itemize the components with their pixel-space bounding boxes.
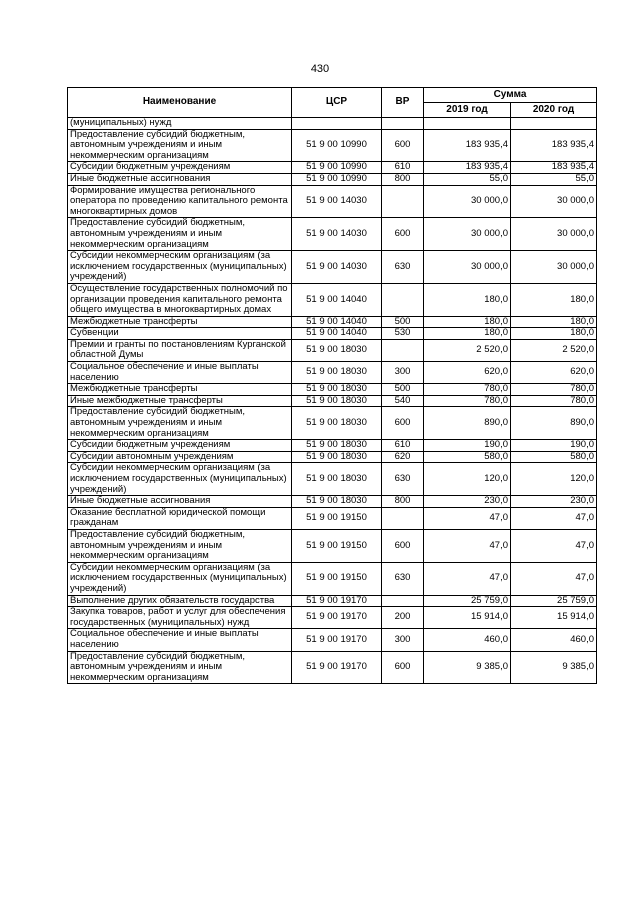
table-row <box>68 651 597 684</box>
cell-csr <box>292 118 382 130</box>
cell-name: Социальное обеспечение и иные выплаты населению <box>68 629 292 651</box>
cell-name: Субсидии бюджетным учреждениям <box>68 162 292 174</box>
cell-csr: 51 9 00 19150 <box>292 562 382 595</box>
cell-2019: 47,0 <box>424 562 511 595</box>
cell-2020: 190,0 <box>511 440 597 452</box>
cell-vr: 540 <box>382 395 424 407</box>
cell-2020: 180,0 <box>511 328 597 340</box>
cell-2020: 15 914,0 <box>511 607 597 629</box>
cell-2020: 2 520,0 <box>511 339 597 361</box>
table-row <box>68 629 597 651</box>
cell-2020: 183 935,4 <box>511 162 597 174</box>
cell-2019 <box>424 118 511 130</box>
cell-csr: 51 9 00 19170 <box>292 651 382 684</box>
cell-2019: 47,0 <box>424 529 511 562</box>
cell-2020: 183 935,4 <box>511 129 597 162</box>
cell-2019: 620,0 <box>424 362 511 384</box>
table-row <box>68 395 597 407</box>
cell-vr: 600 <box>382 407 424 440</box>
cell-2019: 580,0 <box>424 451 511 463</box>
cell-vr: 630 <box>382 562 424 595</box>
cell-name: Предоставление субсидий бюджетным, автономным учреждениям и иным некоммерческим организациям <box>68 651 292 684</box>
cell-2020: 180,0 <box>511 316 597 328</box>
cell-2019: 230,0 <box>424 496 511 508</box>
cell-2020: 620,0 <box>511 362 597 384</box>
cell-name: Иные бюджетные ассигнования <box>68 496 292 508</box>
cell-vr: 530 <box>382 328 424 340</box>
cell-2019: 183 935,4 <box>424 129 511 162</box>
cell-csr: 51 9 00 18030 <box>292 496 382 508</box>
cell-vr: 600 <box>382 129 424 162</box>
cell-name: Субвенции <box>68 328 292 340</box>
cell-2020: 120,0 <box>511 463 597 496</box>
cell-vr <box>382 118 424 130</box>
table-row <box>68 251 597 284</box>
cell-vr: 630 <box>382 251 424 284</box>
cell-2020: 47,0 <box>511 529 597 562</box>
cell-2019: 190,0 <box>424 440 511 452</box>
cell-2019: 180,0 <box>424 328 511 340</box>
cell-name: Закупка товаров, работ и услуг для обеспечения государственных (муниципальных) нужд <box>68 607 292 629</box>
cell-csr: 51 9 00 18030 <box>292 339 382 361</box>
cell-2019: 890,0 <box>424 407 511 440</box>
table-row <box>68 562 597 595</box>
cell-2019: 25 759,0 <box>424 595 511 607</box>
cell-name: (муниципальных) нужд <box>68 118 292 130</box>
cell-2020: 580,0 <box>511 451 597 463</box>
cell-csr: 51 9 00 10990 <box>292 129 382 162</box>
cell-csr: 51 9 00 10990 <box>292 173 382 185</box>
cell-2019: 120,0 <box>424 463 511 496</box>
cell-2020: 460,0 <box>511 629 597 651</box>
cell-csr: 51 9 00 19150 <box>292 529 382 562</box>
cell-vr <box>382 185 424 218</box>
cell-name: Предоставление субсидий бюджетным, автономным учреждениям и иным некоммерческим организациям <box>68 407 292 440</box>
table-row <box>68 384 597 396</box>
table-row <box>68 283 597 316</box>
cell-name: Предоставление субсидий бюджетным, автономным учреждениям и иным некоммерческим организациям <box>68 529 292 562</box>
table-row <box>68 451 597 463</box>
cell-vr: 800 <box>382 173 424 185</box>
cell-2019: 2 520,0 <box>424 339 511 361</box>
cell-2020: 890,0 <box>511 407 597 440</box>
cell-vr <box>382 339 424 361</box>
cell-name: Предоставление субсидий бюджетным, автономным учреждениям и иным некоммерческим организациям <box>68 129 292 162</box>
table-row <box>68 529 597 562</box>
page-number: 430 <box>310 63 330 75</box>
cell-2019: 30 000,0 <box>424 185 511 218</box>
table-header <box>68 88 597 118</box>
cell-2020: 180,0 <box>511 283 597 316</box>
table-row <box>68 496 597 508</box>
table-row <box>68 118 597 130</box>
cell-name: Субсидии некоммерческим организациям (за исключением государственных (муниципальных) учреждений) <box>68 463 292 496</box>
cell-csr: 51 9 00 18030 <box>292 451 382 463</box>
cell-name: Премии и гранты по постановлениям Курганской областной Думы <box>68 339 292 361</box>
cell-csr: 51 9 00 18030 <box>292 395 382 407</box>
table-row <box>68 507 597 529</box>
header-year-2020: 2020 год <box>511 103 597 118</box>
table-row <box>68 173 597 185</box>
cell-csr: 51 9 00 18030 <box>292 384 382 396</box>
cell-vr: 600 <box>382 529 424 562</box>
cell-2019: 183 935,4 <box>424 162 511 174</box>
cell-vr: 300 <box>382 629 424 651</box>
cell-2020: 230,0 <box>511 496 597 508</box>
cell-vr: 610 <box>382 162 424 174</box>
cell-2020: 55,0 <box>511 173 597 185</box>
table-row <box>68 129 597 162</box>
cell-vr <box>382 507 424 529</box>
cell-vr <box>382 595 424 607</box>
cell-2020: 47,0 <box>511 507 597 529</box>
table-row <box>68 185 597 218</box>
cell-csr: 51 9 00 14030 <box>292 251 382 284</box>
table-row <box>68 440 597 452</box>
cell-name: Социальное обеспечение и иные выплаты населению <box>68 362 292 384</box>
cell-vr: 500 <box>382 384 424 396</box>
cell-csr: 51 9 00 19170 <box>292 607 382 629</box>
table-row <box>68 407 597 440</box>
table-row <box>68 595 597 607</box>
cell-csr: 51 9 00 18030 <box>292 440 382 452</box>
cell-csr: 51 9 00 14040 <box>292 316 382 328</box>
table-row <box>68 339 597 361</box>
header-vr: ВР <box>382 88 424 118</box>
cell-vr: 630 <box>382 463 424 496</box>
header-sum: Сумма <box>424 88 597 103</box>
cell-csr: 51 9 00 14030 <box>292 218 382 251</box>
header-csr: ЦСР <box>292 88 382 118</box>
cell-2020: 30 000,0 <box>511 185 597 218</box>
table-row <box>68 362 597 384</box>
table-row <box>68 607 597 629</box>
cell-csr: 51 9 00 19150 <box>292 507 382 529</box>
cell-name: Субсидии некоммерческим организациям (за исключением государственных (муниципальных) учреждений) <box>68 251 292 284</box>
cell-csr: 51 9 00 19170 <box>292 595 382 607</box>
cell-2019: 30 000,0 <box>424 218 511 251</box>
cell-csr: 51 9 00 14040 <box>292 328 382 340</box>
cell-2020: 9 385,0 <box>511 651 597 684</box>
cell-name: Субсидии автономным учреждениям <box>68 451 292 463</box>
cell-vr: 610 <box>382 440 424 452</box>
cell-name: Иные межбюджетные трансферты <box>68 395 292 407</box>
cell-2020: 47,0 <box>511 562 597 595</box>
table-row <box>68 463 597 496</box>
cell-name: Предоставление субсидий бюджетным, автономным учреждениям и иным некоммерческим организациям <box>68 218 292 251</box>
cell-2019: 30 000,0 <box>424 251 511 284</box>
cell-2019: 180,0 <box>424 283 511 316</box>
cell-vr: 600 <box>382 218 424 251</box>
cell-csr: 51 9 00 19170 <box>292 629 382 651</box>
cell-name: Субсидии бюджетным учреждениям <box>68 440 292 452</box>
cell-2020: 30 000,0 <box>511 251 597 284</box>
cell-csr: 51 9 00 14030 <box>292 185 382 218</box>
cell-name: Выполнение других обязательств государства <box>68 595 292 607</box>
cell-vr: 200 <box>382 607 424 629</box>
cell-vr: 800 <box>382 496 424 508</box>
cell-vr: 620 <box>382 451 424 463</box>
table-row <box>68 328 597 340</box>
cell-name: Субсидии некоммерческим организациям (за исключением государственных (муниципальных) учреждений) <box>68 562 292 595</box>
cell-vr: 300 <box>382 362 424 384</box>
cell-2019: 55,0 <box>424 173 511 185</box>
cell-csr: 51 9 00 10990 <box>292 162 382 174</box>
cell-2019: 780,0 <box>424 395 511 407</box>
cell-2020 <box>511 118 597 130</box>
cell-vr <box>382 283 424 316</box>
cell-2019: 180,0 <box>424 316 511 328</box>
budget-table <box>67 87 597 684</box>
cell-name: Межбюджетные трансферты <box>68 316 292 328</box>
table-row <box>68 218 597 251</box>
cell-csr: 51 9 00 14040 <box>292 283 382 316</box>
header-name: Наименование <box>68 88 292 118</box>
cell-name: Межбюджетные трансферты <box>68 384 292 396</box>
table-body <box>68 118 597 684</box>
cell-2019: 9 385,0 <box>424 651 511 684</box>
cell-csr: 51 9 00 18030 <box>292 463 382 496</box>
cell-2019: 460,0 <box>424 629 511 651</box>
cell-2020: 25 759,0 <box>511 595 597 607</box>
table-row <box>68 162 597 174</box>
cell-vr: 500 <box>382 316 424 328</box>
cell-2019: 780,0 <box>424 384 511 396</box>
cell-2019: 47,0 <box>424 507 511 529</box>
cell-vr: 600 <box>382 651 424 684</box>
cell-2020: 780,0 <box>511 395 597 407</box>
cell-2020: 780,0 <box>511 384 597 396</box>
cell-2019: 15 914,0 <box>424 607 511 629</box>
cell-csr: 51 9 00 18030 <box>292 362 382 384</box>
cell-csr: 51 9 00 18030 <box>292 407 382 440</box>
table-row <box>68 316 597 328</box>
cell-name: Формирование имущества регионального оператора по проведению капитального ремонта многоквартирных домов <box>68 185 292 218</box>
header-year-2019: 2019 год <box>424 103 511 118</box>
cell-2020: 30 000,0 <box>511 218 597 251</box>
cell-name: Иные бюджетные ассигнования <box>68 173 292 185</box>
cell-name: Осуществление государственных полномочий по организации проведения капитального ремонта общего имущества в многоквартирных домах <box>68 283 292 316</box>
cell-name: Оказание бесплатной юридической помощи гражданам <box>68 507 292 529</box>
